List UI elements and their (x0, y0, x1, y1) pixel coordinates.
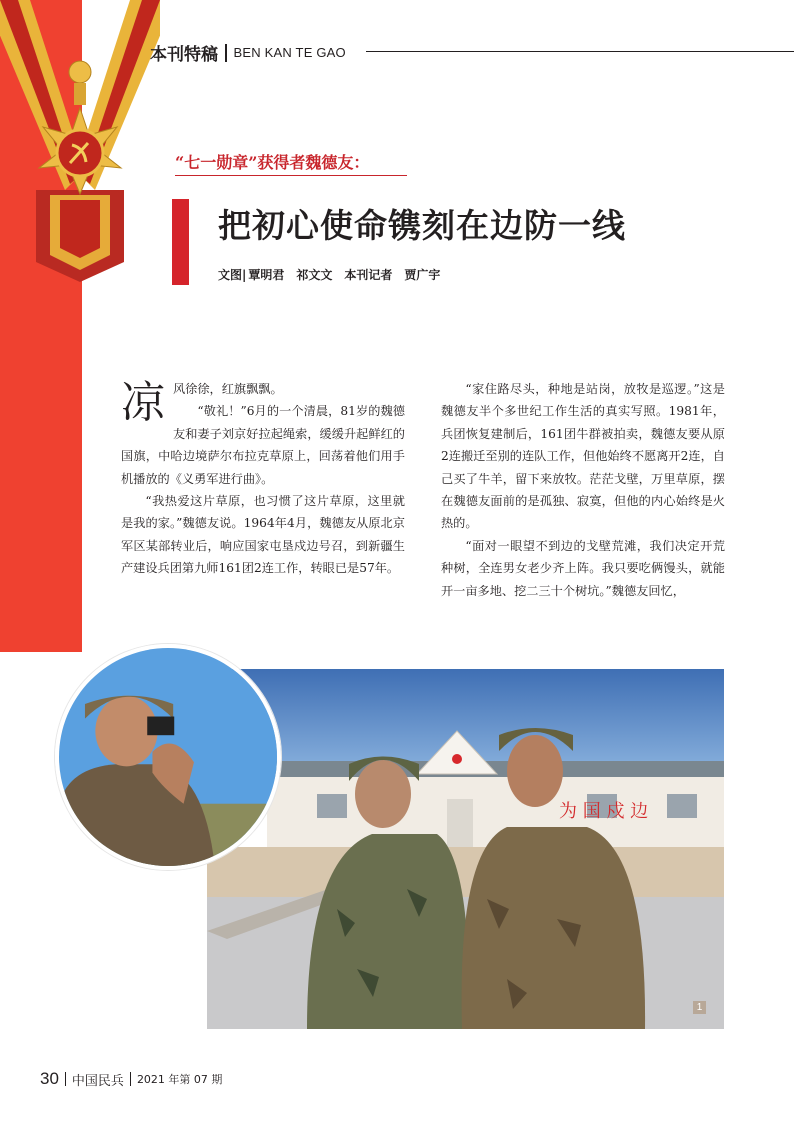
article-byline: 文图| 覃明君 祁文文 本刊记者 贾广宇 (218, 268, 441, 282)
magazine-name: 中国民兵 (71, 1073, 124, 1089)
byline-lead: 文图 (218, 268, 243, 282)
kicker-underline (175, 175, 407, 176)
issue-label: 2021 年第 07 期 (136, 1073, 223, 1086)
page-number: 30 (40, 1069, 59, 1088)
photo-number-badge: 1 (693, 1001, 706, 1014)
body-paragraph: “敬礼！”6月的一个清晨，81岁的魏德友和妻子刘京好拉起绳索，缓缓升起鲜红的国旗，中哈边境萨尔布拉克草原上，回荡着他们用手机播放的《义勇军进行曲》。 (121, 404, 405, 486)
section-rule (366, 51, 794, 52)
article-kicker: “七一勋章”获得者魏德友： (175, 153, 370, 172)
wall-slogan: 为 国 戍 边 (559, 801, 649, 822)
article-title: 把初心使命镌刻在边防一线 (218, 206, 626, 245)
body-paragraph: “家住路尽头，种地是站岗，放牧是巡逻。”这是魏德友半个多世纪工作生活的真实写照。1981年，兵团恢复建制后，161团牛群被拍卖，魏德友要从原2连搬迁至别的连队工作，但他始终不愿离开2连，自己买了牛羊，留下来放牧。茫茫戈壁，万里草原，摆在魏德友面前的是孤独、寂寞，但他的内心始终是火热的。 (441, 382, 725, 531)
page-footer (40, 1069, 222, 1089)
body-column-right (441, 378, 725, 602)
body-paragraph: 风徐徐，红旗飘飘。 (173, 382, 283, 396)
section-header (150, 40, 346, 65)
byline-authors: 覃明君 祁文文 本刊记者 贾广宇 (248, 268, 441, 282)
drop-cap: 凉 (121, 377, 165, 428)
main-photo (207, 669, 724, 1029)
footer-separator (65, 1072, 66, 1086)
section-title-pinyin: BEN KAN TE GAO (233, 45, 346, 60)
body-paragraph: “面对一眼望不到边的戈壁荒滩，我们决定开荒种树，全连男女老少齐上阵。我只要吃俩馒头，就能开一亩多地、挖二三十个树坑。”魏德友回忆， (441, 538, 725, 598)
body-paragraph: “我热爱这片草原，也习惯了这片草原，这里就是我的家。”魏德友说。1964年4月，魏德友从原北京军区某部转业后，响应国家屯垦戍边号召，到新疆生产建设兵团第九师161团2连工作，转眼已是57年。 (121, 494, 405, 576)
body-column-left (121, 378, 405, 580)
title-accent-bar (172, 199, 189, 285)
inset-circle-photo (55, 644, 281, 870)
section-title: 本刊特稿 (150, 45, 218, 65)
medal-ribbon-illustration (0, 0, 160, 290)
section-separator (225, 44, 227, 62)
footer-separator (130, 1072, 131, 1086)
